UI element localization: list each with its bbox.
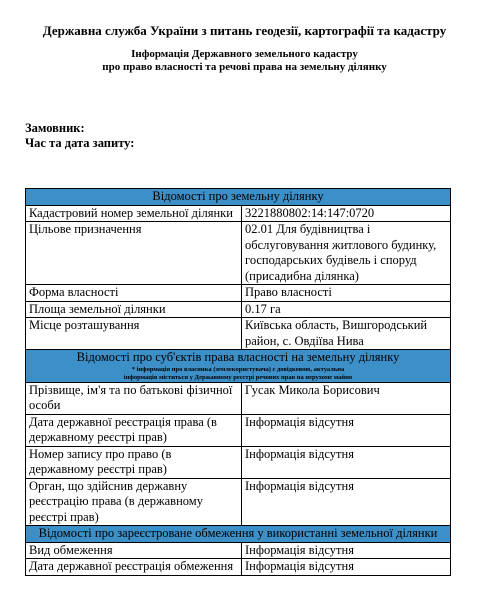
row-value: Інформація відсутня [242, 542, 451, 559]
document-title-line1: Інформація Державного земельного кадастру [131, 48, 358, 60]
section-header-row [26, 189, 451, 206]
table-row [26, 414, 451, 446]
row-value: 02.01 Для будівництва і обслуговування житлового будинку, господарських будівель і споруд (присадибна ділянка) [242, 222, 451, 285]
document-title [0, 48, 489, 74]
row-label: Площа земельної ділянки [26, 301, 242, 318]
table-row [26, 478, 451, 526]
row-value: Право власності [242, 285, 451, 302]
row-label: Прізвище, ім'я та по батькові фізичної особи [26, 382, 242, 414]
document-title-line2: про право власності та речові права на земельну ділянку [102, 61, 387, 73]
table-row [26, 559, 451, 576]
row-value: 0.17 га [242, 301, 451, 318]
row-value: Київська область, Вишгородський район, с. Овдіїва Нива [242, 318, 451, 350]
section-header-row [26, 350, 451, 383]
row-label: Дата державної реєстрація права (в державному реєстрі прав) [26, 414, 242, 446]
table-row [26, 542, 451, 559]
table-row [26, 318, 451, 350]
section-owners-header [26, 350, 451, 383]
owners-note-line2: інформація міститься у Державному реєстрі речових прав на нерухоме майно [123, 373, 353, 381]
table-row [26, 222, 451, 285]
land-info-table [25, 188, 451, 576]
row-label: Вид обмеження [26, 542, 242, 559]
row-value: Інформація відсутня [242, 414, 451, 446]
row-value: Інформація відсутня [242, 478, 451, 526]
table-row [26, 285, 451, 302]
row-label: Дата державної реєстрація обмеження [26, 559, 242, 576]
table-row [26, 446, 451, 478]
section-header-row [26, 526, 451, 543]
row-label: Цільове призначення [26, 222, 242, 285]
customer-label: Замовник: [25, 121, 85, 135]
section-land-title: Відомості про земельну ділянку [26, 189, 451, 206]
row-label: Місце розташування [26, 318, 242, 350]
section-owners-title: Відомості про суб'єктів права власності на земельну ділянку [76, 350, 400, 364]
row-value: Інформація відсутня [242, 446, 451, 478]
row-value: 3221880802:14:147:0720 [242, 205, 451, 222]
row-value: Інформація відсутня [242, 559, 451, 576]
table-row [26, 205, 451, 222]
table-row [26, 301, 451, 318]
agency-title: Державна служба України з питань геодезії, картографії та кадастру [42, 23, 447, 38]
row-label: Орган, що здійснив державну реєстрацію права (в державному реєстрі прав) [26, 478, 242, 526]
row-label: Кадастровий номер земельної ділянки [26, 205, 242, 222]
row-label: Форма власності [26, 285, 242, 302]
row-label: Номер запису про право (в державному реєстрі прав) [26, 446, 242, 478]
owners-note-line1: * інформація про власника (землекористувача) є довідковою, актуальна [131, 365, 345, 373]
section-restrictions-title: Відомості про зареєстроване обмеження у використанні земельної ділянки [26, 526, 451, 543]
table-row [26, 382, 451, 414]
row-value: Гусак Микола Борисович [242, 382, 451, 414]
request-datetime-label: Час та дата запиту: [25, 136, 135, 150]
